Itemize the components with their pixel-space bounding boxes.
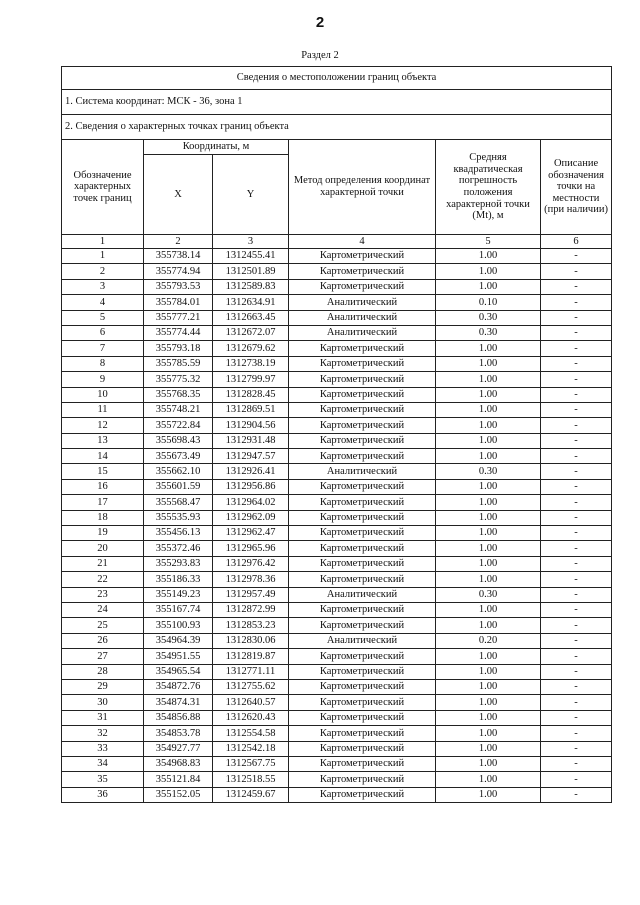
- table-row: [62, 433, 612, 448]
- method-cell: Аналитический: [289, 295, 436, 310]
- x-coordinate-cell: 355121.84: [144, 772, 213, 787]
- table-row: [62, 633, 612, 648]
- y-coordinate-cell: 1312589.83: [213, 279, 289, 294]
- x-coordinate-cell: 355100.93: [144, 618, 213, 633]
- column-number: 5: [436, 235, 541, 249]
- method-cell: Картометрический: [289, 418, 436, 433]
- column-number: 4: [289, 235, 436, 249]
- table-row: [62, 787, 612, 802]
- error-cell: 1.00: [436, 679, 541, 694]
- table-row: [62, 325, 612, 340]
- y-coordinate-cell: 1312830.06: [213, 633, 289, 648]
- method-cell: Картометрический: [289, 726, 436, 741]
- error-cell: 1.00: [436, 710, 541, 725]
- x-coordinate-cell: 355748.21: [144, 402, 213, 417]
- method-cell: Аналитический: [289, 310, 436, 325]
- x-coordinate-cell: 355673.49: [144, 449, 213, 464]
- header-designation: Обозначение характерных точек границ: [62, 140, 144, 235]
- table-row: [62, 602, 612, 617]
- description-cell: -: [541, 249, 612, 264]
- error-cell: 1.00: [436, 695, 541, 710]
- error-cell: 1.00: [436, 618, 541, 633]
- method-cell: Картометрический: [289, 679, 436, 694]
- table-row: [62, 510, 612, 525]
- point-number-cell: 23: [62, 587, 144, 602]
- description-cell: -: [541, 664, 612, 679]
- y-coordinate-cell: 1312962.47: [213, 526, 289, 541]
- x-coordinate-cell: 355777.21: [144, 310, 213, 325]
- y-coordinate-cell: 1312738.19: [213, 356, 289, 371]
- table-row: [62, 756, 612, 771]
- point-number-cell: 8: [62, 356, 144, 371]
- error-cell: 1.00: [436, 433, 541, 448]
- error-cell: 0.30: [436, 310, 541, 325]
- description-cell: -: [541, 618, 612, 633]
- table-row: [62, 741, 612, 756]
- x-coordinate-cell: 354872.76: [144, 679, 213, 694]
- table-row: [62, 649, 612, 664]
- column-number: 1: [62, 235, 144, 249]
- method-cell: Картометрический: [289, 772, 436, 787]
- description-cell: -: [541, 772, 612, 787]
- description-cell: -: [541, 495, 612, 510]
- method-cell: Картометрический: [289, 249, 436, 264]
- point-number-cell: 14: [62, 449, 144, 464]
- description-cell: -: [541, 587, 612, 602]
- description-cell: -: [541, 541, 612, 556]
- y-coordinate-cell: 1312828.45: [213, 387, 289, 402]
- table-row: [62, 402, 612, 417]
- method-cell: Аналитический: [289, 587, 436, 602]
- x-coordinate-cell: 355167.74: [144, 602, 213, 617]
- y-coordinate-cell: 1312455.41: [213, 249, 289, 264]
- point-number-cell: 36: [62, 787, 144, 802]
- method-cell: Картометрический: [289, 449, 436, 464]
- y-coordinate-cell: 1312869.51: [213, 402, 289, 417]
- y-coordinate-cell: 1312957.49: [213, 587, 289, 602]
- y-coordinate-cell: 1312976.42: [213, 556, 289, 571]
- method-cell: Картометрический: [289, 787, 436, 802]
- point-number-cell: 31: [62, 710, 144, 725]
- description-cell: -: [541, 402, 612, 417]
- point-number-cell: 25: [62, 618, 144, 633]
- x-coordinate-cell: 355785.59: [144, 356, 213, 371]
- y-coordinate-cell: 1312501.89: [213, 264, 289, 279]
- error-cell: 1.00: [436, 526, 541, 541]
- point-number-cell: 3: [62, 279, 144, 294]
- error-cell: 1.00: [436, 787, 541, 802]
- method-cell: Картометрический: [289, 495, 436, 510]
- method-cell: Картометрический: [289, 602, 436, 617]
- table-title: Сведения о местоположении границ объекта: [62, 67, 612, 90]
- y-coordinate-cell: 1312634.91: [213, 295, 289, 310]
- table-row: [62, 464, 612, 479]
- description-cell: -: [541, 433, 612, 448]
- table-row: [62, 695, 612, 710]
- y-coordinate-cell: 1312459.67: [213, 787, 289, 802]
- description-cell: -: [541, 633, 612, 648]
- x-coordinate-cell: 355698.43: [144, 433, 213, 448]
- error-cell: 1.00: [436, 449, 541, 464]
- y-coordinate-cell: 1312965.96: [213, 541, 289, 556]
- description-cell: -: [541, 418, 612, 433]
- method-cell: Картометрический: [289, 741, 436, 756]
- x-coordinate-cell: 355601.59: [144, 479, 213, 494]
- x-coordinate-cell: 354874.31: [144, 695, 213, 710]
- x-coordinate-cell: 355768.35: [144, 387, 213, 402]
- point-number-cell: 35: [62, 772, 144, 787]
- description-cell: -: [541, 710, 612, 725]
- method-cell: Картометрический: [289, 372, 436, 387]
- x-coordinate-cell: 355774.44: [144, 325, 213, 340]
- header-description: Описание обозначения точки на местности (при наличии): [541, 140, 612, 235]
- error-cell: 1.00: [436, 279, 541, 294]
- table-row: [62, 479, 612, 494]
- point-number-cell: 24: [62, 602, 144, 617]
- point-number-cell: 4: [62, 295, 144, 310]
- error-cell: 1.00: [436, 726, 541, 741]
- method-cell: Картометрический: [289, 618, 436, 633]
- points-heading: 2. Сведения о характерных точках границ объекта: [62, 115, 612, 140]
- error-cell: 1.00: [436, 356, 541, 371]
- point-number-cell: 15: [62, 464, 144, 479]
- error-cell: 1.00: [436, 387, 541, 402]
- y-coordinate-cell: 1312542.18: [213, 741, 289, 756]
- error-cell: 1.00: [436, 756, 541, 771]
- point-number-cell: 22: [62, 572, 144, 587]
- x-coordinate-cell: 354927.77: [144, 741, 213, 756]
- error-cell: 1.00: [436, 341, 541, 356]
- y-coordinate-cell: 1312964.02: [213, 495, 289, 510]
- error-cell: 1.00: [436, 495, 541, 510]
- method-cell: Картометрический: [289, 510, 436, 525]
- y-coordinate-cell: 1312853.23: [213, 618, 289, 633]
- point-number-cell: 9: [62, 372, 144, 387]
- table-row: [62, 356, 612, 371]
- point-number-cell: 5: [62, 310, 144, 325]
- x-coordinate-cell: 355293.83: [144, 556, 213, 571]
- y-coordinate-cell: 1312904.56: [213, 418, 289, 433]
- method-cell: Картометрический: [289, 387, 436, 402]
- description-cell: -: [541, 572, 612, 587]
- error-cell: 1.00: [436, 479, 541, 494]
- error-cell: 1.00: [436, 264, 541, 279]
- point-number-cell: 12: [62, 418, 144, 433]
- description-cell: -: [541, 526, 612, 541]
- table-row: [62, 264, 612, 279]
- table-row: [62, 372, 612, 387]
- method-cell: Картометрический: [289, 279, 436, 294]
- x-coordinate-cell: 355186.33: [144, 572, 213, 587]
- table-row: [62, 710, 612, 725]
- point-number-cell: 34: [62, 756, 144, 771]
- error-cell: 1.00: [436, 649, 541, 664]
- error-cell: 1.00: [436, 556, 541, 571]
- table-row: [62, 572, 612, 587]
- table-row: [62, 449, 612, 464]
- point-number-cell: 2: [62, 264, 144, 279]
- error-cell: 1.00: [436, 510, 541, 525]
- method-cell: Картометрический: [289, 556, 436, 571]
- description-cell: -: [541, 387, 612, 402]
- description-cell: -: [541, 449, 612, 464]
- description-cell: -: [541, 679, 612, 694]
- y-coordinate-cell: 1312679.62: [213, 341, 289, 356]
- y-coordinate-cell: 1312872.99: [213, 602, 289, 617]
- error-cell: 1.00: [436, 402, 541, 417]
- coord-system-line: 1. Система координат: МСК - 36, зона 1: [62, 90, 612, 115]
- point-number-cell: 30: [62, 695, 144, 710]
- header-coordinates: Координаты, м: [144, 140, 289, 155]
- description-cell: -: [541, 726, 612, 741]
- method-cell: Картометрический: [289, 541, 436, 556]
- method-cell: Картометрический: [289, 433, 436, 448]
- point-number-cell: 16: [62, 479, 144, 494]
- description-cell: -: [541, 279, 612, 294]
- y-coordinate-cell: 1312620.43: [213, 710, 289, 725]
- description-cell: -: [541, 510, 612, 525]
- table-row: [62, 664, 612, 679]
- error-cell: 1.00: [436, 372, 541, 387]
- point-number-cell: 17: [62, 495, 144, 510]
- table-row: [62, 726, 612, 741]
- error-cell: 0.30: [436, 325, 541, 340]
- point-number-cell: 27: [62, 649, 144, 664]
- table-row: [62, 556, 612, 571]
- y-coordinate-cell: 1312956.86: [213, 479, 289, 494]
- method-cell: Картометрический: [289, 526, 436, 541]
- x-coordinate-cell: 355372.46: [144, 541, 213, 556]
- point-number-cell: 1: [62, 249, 144, 264]
- x-coordinate-cell: 355535.93: [144, 510, 213, 525]
- y-coordinate-cell: 1312663.45: [213, 310, 289, 325]
- method-cell: Картометрический: [289, 341, 436, 356]
- error-cell: 1.00: [436, 572, 541, 587]
- error-cell: 1.00: [436, 602, 541, 617]
- x-coordinate-cell: 355456.13: [144, 526, 213, 541]
- y-coordinate-cell: 1312978.36: [213, 572, 289, 587]
- x-coordinate-cell: 354964.39: [144, 633, 213, 648]
- point-number-cell: 10: [62, 387, 144, 402]
- x-coordinate-cell: 354968.83: [144, 756, 213, 771]
- boundary-points-table: [61, 66, 612, 803]
- description-cell: -: [541, 695, 612, 710]
- method-cell: Картометрический: [289, 356, 436, 371]
- column-number: 2: [144, 235, 213, 249]
- description-cell: -: [541, 556, 612, 571]
- table-row: [62, 341, 612, 356]
- header-y: Y: [213, 155, 289, 235]
- x-coordinate-cell: 355722.84: [144, 418, 213, 433]
- description-cell: -: [541, 649, 612, 664]
- error-cell: 1.00: [436, 541, 541, 556]
- x-coordinate-cell: 355775.32: [144, 372, 213, 387]
- x-coordinate-cell: 354853.78: [144, 726, 213, 741]
- table-row: [62, 587, 612, 602]
- header-error: Средняя квадратическая погрешность положения характерной точки (Mt), м: [436, 140, 541, 235]
- table-row: [62, 279, 612, 294]
- x-coordinate-cell: 355784.01: [144, 295, 213, 310]
- y-coordinate-cell: 1312672.07: [213, 325, 289, 340]
- point-number-cell: 29: [62, 679, 144, 694]
- description-cell: -: [541, 310, 612, 325]
- description-cell: -: [541, 264, 612, 279]
- y-coordinate-cell: 1312926.41: [213, 464, 289, 479]
- column-number: 3: [213, 235, 289, 249]
- error-cell: 0.30: [436, 587, 541, 602]
- y-coordinate-cell: 1312554.58: [213, 726, 289, 741]
- error-cell: 0.20: [436, 633, 541, 648]
- table-row: [62, 541, 612, 556]
- y-coordinate-cell: 1312799.97: [213, 372, 289, 387]
- y-coordinate-cell: 1312640.57: [213, 695, 289, 710]
- table-row: [62, 418, 612, 433]
- error-cell: 1.00: [436, 664, 541, 679]
- table-row: [62, 526, 612, 541]
- method-cell: Картометрический: [289, 479, 436, 494]
- header-x: X: [144, 155, 213, 235]
- x-coordinate-cell: 355149.23: [144, 587, 213, 602]
- table-row: [62, 387, 612, 402]
- y-coordinate-cell: 1312931.48: [213, 433, 289, 448]
- error-cell: 0.10: [436, 295, 541, 310]
- x-coordinate-cell: 355793.53: [144, 279, 213, 294]
- description-cell: -: [541, 464, 612, 479]
- description-cell: -: [541, 602, 612, 617]
- method-cell: Картометрический: [289, 664, 436, 679]
- x-coordinate-cell: 355152.05: [144, 787, 213, 802]
- error-cell: 1.00: [436, 418, 541, 433]
- point-number-cell: 11: [62, 402, 144, 417]
- header-method: Метод определения координат характерной точки: [289, 140, 436, 235]
- table-row: [62, 310, 612, 325]
- error-cell: 1.00: [436, 772, 541, 787]
- table-row: [62, 772, 612, 787]
- error-cell: 0.30: [436, 464, 541, 479]
- description-cell: -: [541, 341, 612, 356]
- table-row: [62, 249, 612, 264]
- y-coordinate-cell: 1312962.09: [213, 510, 289, 525]
- x-coordinate-cell: 354951.55: [144, 649, 213, 664]
- table-row: [62, 495, 612, 510]
- x-coordinate-cell: 355568.47: [144, 495, 213, 510]
- point-number-cell: 20: [62, 541, 144, 556]
- x-coordinate-cell: 354965.54: [144, 664, 213, 679]
- method-cell: Картометрический: [289, 572, 436, 587]
- method-cell: Картометрический: [289, 710, 436, 725]
- point-number-cell: 7: [62, 341, 144, 356]
- description-cell: -: [541, 479, 612, 494]
- description-cell: -: [541, 325, 612, 340]
- method-cell: Картометрический: [289, 402, 436, 417]
- y-coordinate-cell: 1312755.62: [213, 679, 289, 694]
- point-number-cell: 6: [62, 325, 144, 340]
- y-coordinate-cell: 1312518.55: [213, 772, 289, 787]
- x-coordinate-cell: 355774.94: [144, 264, 213, 279]
- point-number-cell: 19: [62, 526, 144, 541]
- method-cell: Аналитический: [289, 464, 436, 479]
- point-number-cell: 32: [62, 726, 144, 741]
- method-cell: Картометрический: [289, 695, 436, 710]
- point-number-cell: 18: [62, 510, 144, 525]
- table-row: [62, 618, 612, 633]
- description-cell: -: [541, 295, 612, 310]
- point-number-cell: 21: [62, 556, 144, 571]
- method-cell: Картометрический: [289, 756, 436, 771]
- method-cell: Картометрический: [289, 649, 436, 664]
- y-coordinate-cell: 1312771.11: [213, 664, 289, 679]
- error-cell: 1.00: [436, 249, 541, 264]
- description-cell: -: [541, 356, 612, 371]
- column-number: 6: [541, 235, 612, 249]
- column-numbers-row: [62, 235, 612, 249]
- x-coordinate-cell: 355662.10: [144, 464, 213, 479]
- x-coordinate-cell: 355793.18: [144, 341, 213, 356]
- x-coordinate-cell: 354856.88: [144, 710, 213, 725]
- method-cell: Картометрический: [289, 264, 436, 279]
- description-cell: -: [541, 787, 612, 802]
- section-label: Раздел 2: [301, 50, 339, 61]
- description-cell: -: [541, 741, 612, 756]
- description-cell: -: [541, 756, 612, 771]
- point-number-cell: 26: [62, 633, 144, 648]
- y-coordinate-cell: 1312947.57: [213, 449, 289, 464]
- table-row: [62, 295, 612, 310]
- x-coordinate-cell: 355738.14: [144, 249, 213, 264]
- page-number: 2: [315, 14, 325, 31]
- y-coordinate-cell: 1312567.75: [213, 756, 289, 771]
- y-coordinate-cell: 1312819.87: [213, 649, 289, 664]
- point-number-cell: 33: [62, 741, 144, 756]
- description-cell: -: [541, 372, 612, 387]
- error-cell: 1.00: [436, 741, 541, 756]
- point-number-cell: 13: [62, 433, 144, 448]
- table-row: [62, 679, 612, 694]
- method-cell: Аналитический: [289, 633, 436, 648]
- point-number-cell: 28: [62, 664, 144, 679]
- method-cell: Аналитический: [289, 325, 436, 340]
